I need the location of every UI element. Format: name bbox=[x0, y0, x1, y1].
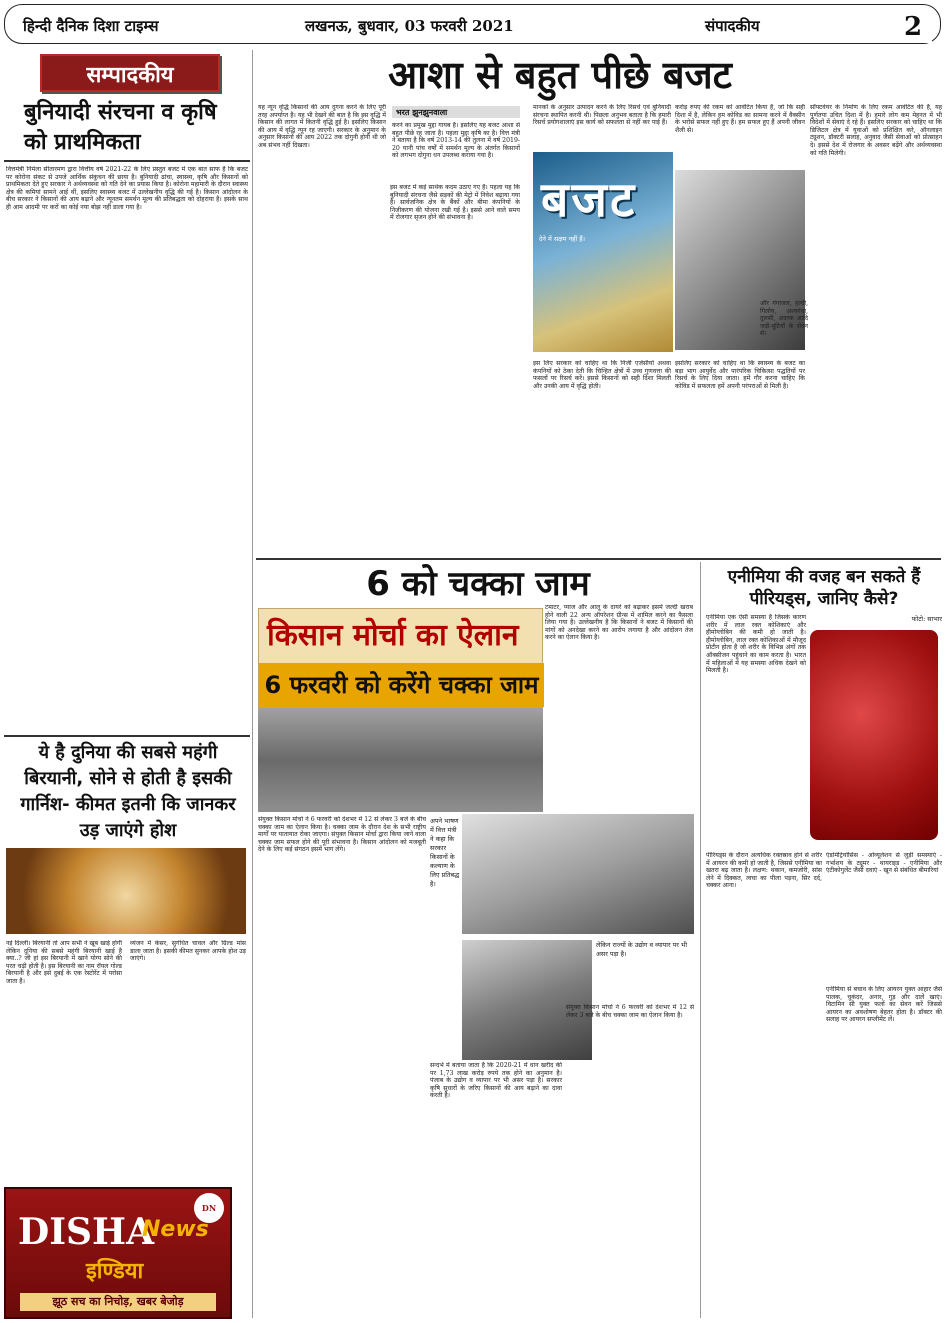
anemia-photo-credit: फोटो: साभार bbox=[911, 615, 942, 623]
chakka-photo2-caption: अपने भाषण में वित्त मंत्री ने कहा कि सरकार किसानों के कल्याण के लिए प्रतिबद्ध है। bbox=[430, 817, 460, 888]
budget-photo bbox=[533, 152, 673, 352]
budget-col1: यह न्यून वृद्धि किसानों की आय दुगना करने के लिए पूरी तरह अपर्याप्त है। यह भी देखने की बात है कि इस वृद्धि में किसान की लागत में कितनी वृद्धि हुई है। इसलिए किसान की आय में वृद्धि न्यून रह जाएगी। सरकार के अनुमान के अनुसार किसानों की आय 2022 तक दोगुनी होनी थी जो अब संभव नहीं दिखता। bbox=[258, 104, 386, 149]
paper-name: हिन्दी दैनिक दिशा टाइम्स bbox=[23, 17, 159, 35]
dateline: लखनऊ, बुधवार, 03 फरवरी 2021 bbox=[305, 17, 514, 35]
anemia-side-list: एंडोमेट्रियोसिस - ओव्यूलेशन से जुड़ी समस्याएं - गर्भाशय के ट्यूमर - थायराइड - एनीमिया और एंटीकोगुलेंट जैसी दवाएं - खून से संबंधित बीमारियां bbox=[826, 852, 942, 875]
chakka-body1: संयुक्त किसान मोर्चा ने 6 फरवरी को देशभर में 12 से लेकर 3 बजे के बीच चक्का जाम का ऐलान किया है। चक्का जाम के दौरान देश के सभी राष्ट्रीय मार्गों पर यातायात रोका जाएगा। संयुक्त किसान मोर्चा द्वारा किया जाने वाला चक्का जाम सफल होने की पूरी संभावना है। किसान आंदोलन को मजबूती देने के लिए कई संगठन इसमें भाग लेंगे। bbox=[258, 816, 426, 854]
anemia-body1: एनीमिया एक ऐसी समस्या है जिसके कारण शरीर में लाल रक्त कोशिकाएं और हीमोग्लोबिन की कमी हो जाती है। हीमोग्लोबिन, लाल रक्त कोशिकाओं में मौजूद प्रोटीन होता है जो शरीर के विभिन्न अंगों तक ऑक्सीजन पहुंचाने का काम करता है। भारत में महिलाओं में यह समस्या अधिक देखने को मिलती है। bbox=[706, 614, 806, 675]
budget-col5-bottom: इसलिए सरकार को चाहिए था कि स्वास्थ्य के बजट का बड़ा भाग आयुर्वेद और पारंपरिक चिकित्सा पद्धतियों पर रिसर्च के लिए दिया जाता। हमें गौर करना चाहिए कि कोविड में सफलता हमें अपनी परंपराओं से मिली है। bbox=[675, 360, 805, 390]
column-rule bbox=[700, 562, 701, 1318]
budget-photo-caption: देने में सक्षम नहीं हैं। bbox=[539, 235, 586, 243]
budget-col5-side: और गंगाजल, हल्दी, गिलोय, अश्वगंधा, तुलसी, अदरक आदि जड़ी-बूटियों के सेवन से। bbox=[760, 300, 808, 338]
logo-india: इण्डिया bbox=[86, 1259, 144, 1284]
red-blood-cell-photo bbox=[810, 630, 938, 840]
biryani-photo bbox=[6, 848, 246, 934]
budget-col4-bottom: इस लिए सरकार को चाहिए था कि निजी एजेंसीयों अथवा कंपनियों को ठेका देती कि चिन्हित क्षेत्रों में उच्च गुणवत्ता की फसलों पर रिसर्च करें। इससे किसानों को सही दिशा मिलती और उनकी आय में वृद्धि होती। bbox=[533, 360, 671, 390]
page-number: 2 bbox=[894, 11, 932, 43]
disha-news-logo bbox=[4, 1187, 232, 1319]
budget-col4-top: मानकों के अनुसार उत्पादन करने के लिए रिसर्च एवं बुनियादी संरचना स्थापित करनी थी। पिछला अनुभव बताता है कि हमारी रिसर्च प्रयोगशालाएं इस कार्य को सफलता से नहीं कर पाई हैं। bbox=[533, 104, 671, 127]
column-rule bbox=[252, 50, 253, 1318]
logo-bubble-icon: DN bbox=[194, 1193, 224, 1223]
barricade-photo bbox=[462, 814, 694, 934]
budget-photo-word: बजट bbox=[541, 172, 638, 228]
section-name: संपादकीय bbox=[705, 17, 760, 35]
kisan-banner-sub: 6 फरवरी को करेंगे चक्का जाम bbox=[259, 663, 544, 707]
divider bbox=[4, 735, 250, 737]
logo-news: News bbox=[142, 1217, 209, 1242]
budget-col2: इस बजट में कई सार्थक कदम उठाए गए हैं। पहला यह कि बुनियादी संरचना जैसे सड़कों की मेट्रो में निवेश बढ़ाया गया है। सार्वजनिक क्षेत्र के बैंकों और बीमा कंपनियों के निजीकरण की योजना रखी गई है। इससे आने वाले समय में रोजगार सृजन होने की संभावना है। bbox=[390, 184, 520, 222]
chakka-photo3-caption: लेकिन राज्यों के उद्योग व व्यापार पर भी असर पड़ा है। bbox=[596, 941, 688, 958]
divider bbox=[256, 558, 941, 560]
divider bbox=[4, 160, 250, 162]
budget-col6: सॉफ्टवेयर के निर्माण के लिए रकम आवंटित की है, यह पूर्णतया उचित दिशा में है। हमारे लोग कम मेहनत में भी विदेशों में सेवाएं दे रहे हैं। इसलिए सरकार को चाहिए था कि डिजिटल क्षेत्र में युवाओं को प्रशिक्षित करे, ऑनलाइन ट्यूशन, डॉक्टरी सलाह, अनुवाद जैसी सेवाओं को प्रोत्साहन दे। इससे देश में रोजगार के अवसर बढ़ेंगे और अर्थव्यवस्था को गति मिलेगी। bbox=[810, 104, 942, 157]
kisan-banner-title: किसान मोर्चा का ऐलान bbox=[267, 618, 519, 653]
anemia-body3: एनीमिया से बचाव के लिए आयरन युक्त आहार जैसे पालक, चुकंदर, अनार, गुड़ और दालें खाएं। विटामिन सी युक्त फलों का सेवन करें जिससे आयरन का अवशोषण बेहतर होता है। डॉक्टर की सलाह पर आयरन सप्लीमेंट लें। bbox=[826, 986, 942, 1024]
chakka-headline: 6 को चक्का जाम bbox=[366, 564, 590, 604]
section-label: सम्पादकीय bbox=[40, 54, 220, 92]
budget-headline: आशा से बहुत पीछे बजट bbox=[388, 53, 732, 97]
budget-byline: भरत झुनझुनवाला bbox=[392, 106, 520, 118]
chakka-body3: सन्दर्भ में बताया जाता है कि 2020-21 में धान खरीद की पर 1,73 लाख करोड़ रुपये तक होने का अनुमान है। पंजाब के उद्योग व व्यापार पर भी असर पड़ा है। सरकार कृषि सुधारों के जरिए किसानों की आय बढ़ाने का दावा करती है। bbox=[430, 1062, 562, 1100]
kisan-banner bbox=[258, 608, 543, 708]
chakka-body2: टमाटर, प्याज और आलू के दायरे को बढ़ाकर इसमें जल्दी खराब होने वाली 22 अन्य ऑपरेशन ग्रीन्स में शामिल करने का फैसला लिया गया है। उल्लेखनीय है कि किसानों ने बजट में किसानों की मांगों को अनदेखा करने का आरोप लगाया है और आंदोलन तेज करने का ऐलान किया है। bbox=[545, 604, 693, 642]
story2-body: नई दिल्ली। बिरयानी तो आप सभी ने खूब खाई होगी लेकिन दुनिया की सबसे महंगी बिरयानी खाई है क्या..? जी हां इस बिरयानी में खाने योग्य सोने की परत चढ़ी होती है। इस बिरयानी का नाम रॉयल गोल्ड बिरयानी है और इसे दुबई के एक रेस्टोरेंट में परोसा जाता है। bbox=[6, 940, 122, 985]
anemia-headline: एनीमिया की वजह बन सकते हैं पीरियड्स, जानिए कैसे? bbox=[727, 567, 921, 609]
logo-tagline: झूठ सच का निचोड़, खबर बेजोड़ bbox=[20, 1293, 216, 1311]
chakka-photo-caption: संयुक्त किसान मोर्चा ने 6 फरवरी को देशभर में 12 से लेकर 3 बजे के बीच चक्का जाम का ऐलान किया है। bbox=[566, 1004, 694, 1019]
story2-body-cont: व्यंजन में केसर, सुगंधित चावल और ग्रिल्ड मांस डाला जाता है। इसकी कीमत सुनकर आपके होश उड़ जाएंगे। bbox=[130, 940, 246, 963]
protest-photo bbox=[258, 708, 543, 812]
budget-col5-top: करोड़ रुपए की रकम को आवंटित किया है, जो कि सही दिशा में है, लेकिन हम कोविड का सामना करने में वैक्सीन के भरोसे सफल नहीं हुए हैं। हम सफल हुए हैं अपनी जीवन शैली से। bbox=[675, 104, 805, 134]
budget-col3: करने का प्रमुख मुद्दा गायब है। इसलिए यह बजट आशा से बहुत पीछे रह जाता है। पहला मुद्दा कृषि का है। वित्त मंत्री ने बताया है कि वर्ष 2013-14 की तुलना में वर्ष 2019-20 यानी पांच वर्षों में समर्थन मूल्य के अंतर्गत किसानों को लगभग दोगुना धन उपलब्ध कराया गया है। bbox=[392, 122, 520, 160]
editorial-body: वित्तमंत्री निर्मला सीतारमण द्वारा वित्तीय वर्ष 2021-22 के लिए प्रस्तुत बजट में एक बात साफ है कि बजट पर कोरोना संकट से उपजे आर्थिक संकुचन की छाया है। बुनियादी ढांचा, स्वास्थ्य, कृषि और किसानों को प्राथमिकता देते हुए सरकार ने अर्थव्यवस्था को गति देने का प्रयास किया है। कोरोना महामारी के दौरान स्वास्थ्य क्षेत्र की कमियां सामने आई थीं, इसलिए स्वास्थ्य बजट में उल्लेखनीय वृद्धि की गई है। किसान आंदोलन के बीच सरकार ने किसानों की आय बढ़ाने और न्यूनतम समर्थन मूल्य की प्रतिबद्धता को दोहराया है। इसके साथ ही आम आदमी पर करों का कोई नया बोझ नहीं डाला गया है। bbox=[6, 166, 248, 211]
editorial-title: बुनियादी संरचना व कृषि को प्राथमिकता bbox=[24, 100, 217, 155]
logo-name: DISHA bbox=[18, 1211, 155, 1253]
masthead-bar bbox=[4, 4, 941, 44]
story2-title: ये है दुनिया की सबसे महंगी बिरयानी, सोने से होती है इसकी गार्निश- कीमत इतनी कि जानकर उड़ जाएंगे होश bbox=[20, 742, 236, 841]
anemia-body2: पीरियड्स के दौरान अत्यधिक रक्तस्राव होने से शरीर में आयरन की कमी हो जाती है, जिससे एनीमिया का खतरा बढ़ जाता है। लक्षण: थकान, कमजोरी, सांस लेने में दिक्कत, त्वचा का पीला पड़ना, सिर दर्द, चक्कर आना। bbox=[706, 852, 822, 890]
